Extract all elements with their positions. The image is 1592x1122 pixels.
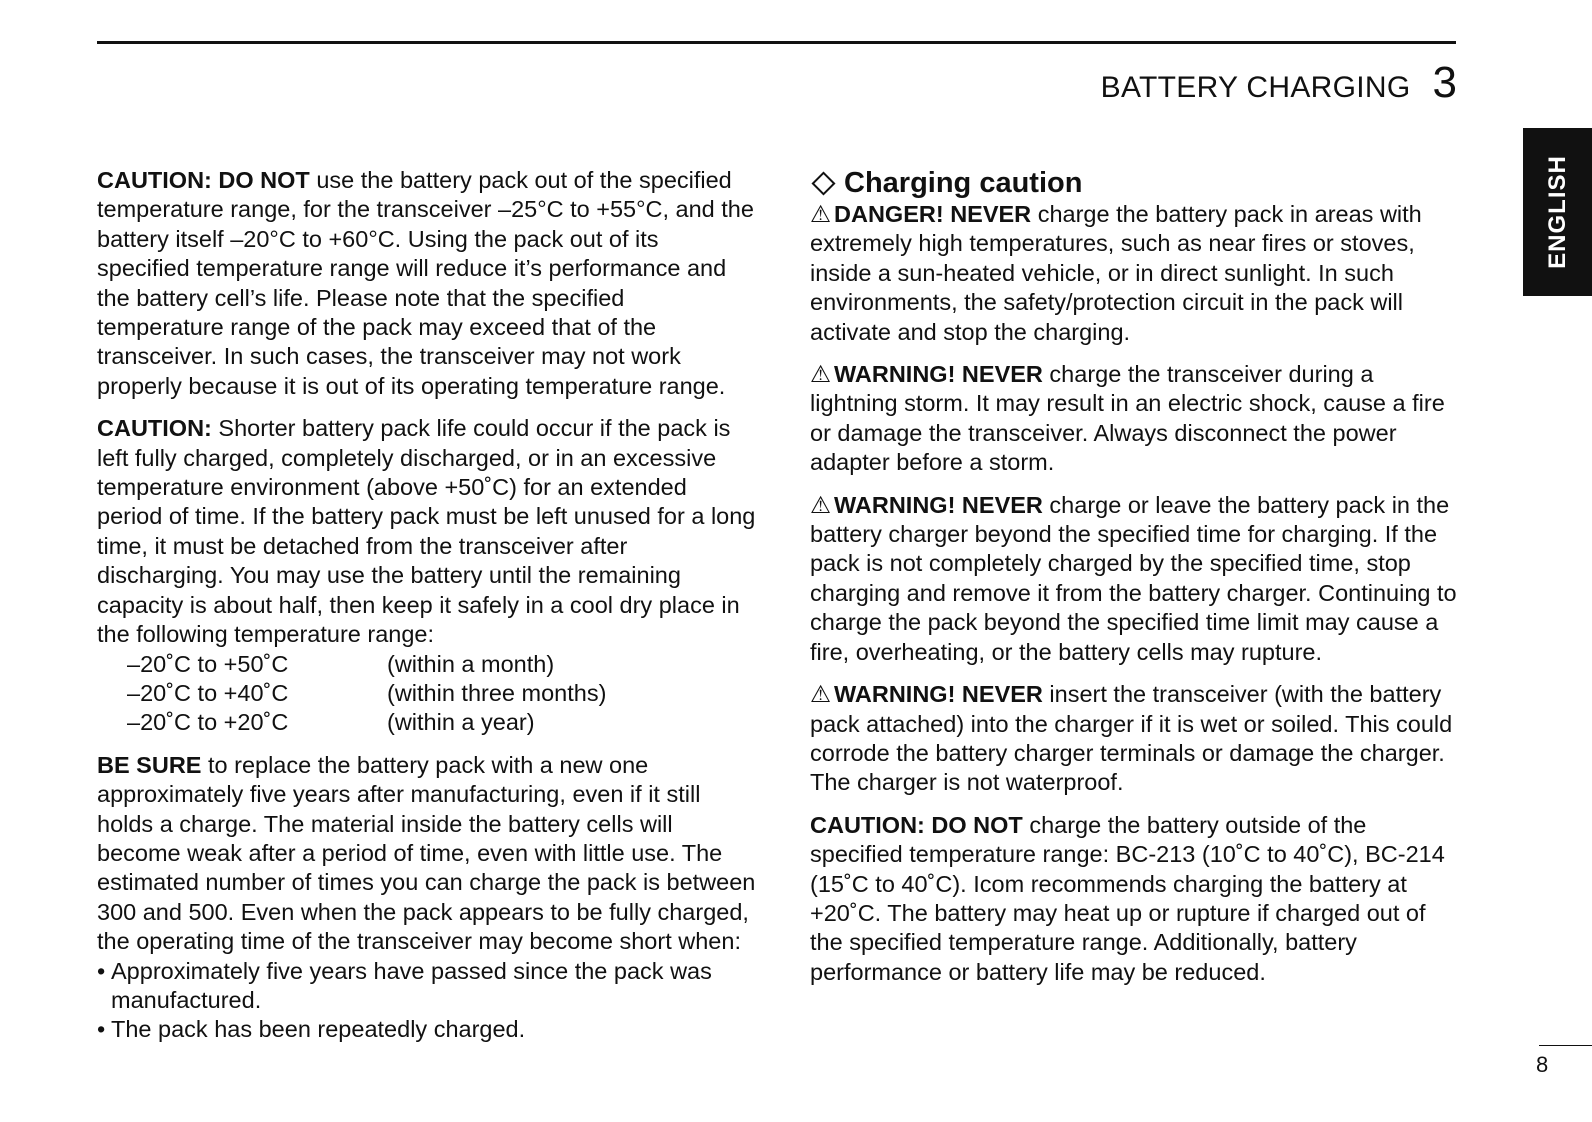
- warning-triangle-icon: ⚠: [810, 361, 832, 388]
- caution-lead: CAUTION: DO NOT: [810, 811, 1023, 838]
- be-sure-paragraph: [97, 751, 757, 957]
- temperature-row: [97, 679, 757, 708]
- right-column: [810, 166, 1460, 1000]
- top-rule: [97, 41, 1456, 44]
- heading-text: Charging caution: [844, 167, 1083, 199]
- warning-lead: WARNING! NEVER: [834, 361, 1043, 388]
- paragraph-text: use the battery pack out of the specified temperature range, for the transceiver –25°C to +55°C, and the battery itself –20°C to +60°C. Using the pack out of its specified temperature range will reduce it’s performance and the battery cell’s life. Please note that the specified temperature range of the pack may exceed that of the transceiver. In such cases, the transceiver may not work properly because it is out of its operating temperature range.: [97, 167, 754, 399]
- section-header-title: BATTERY CHARGING: [1100, 71, 1411, 104]
- danger-lead: DANGER! NEVER: [834, 201, 1032, 227]
- caution-battery-life-paragraph: [97, 414, 757, 649]
- paragraph-text: charge or leave the battery pack in the battery charger beyond the specified time for charging. If the pack is not completely charged by the specified time, stop charging and remove it from the battery charger. Continuing to charge the pack beyond the specified time limit may cause a fire, overheating, or the battery cells may rupture.: [810, 491, 1457, 665]
- temperature-row: [97, 708, 757, 737]
- be-sure-lead: BE SURE: [97, 751, 202, 778]
- paragraph-text: charge the battery outside of the specified temperature range: BC-213 (10˚C to 40˚C), BC-214 (15˚C to 40˚C). Icom recommends charging the battery at +20˚C. The battery may heat up or rupture if charged out of the specified temperature range. Additionally, battery performance or battery life may be reduced.: [810, 811, 1445, 985]
- warning-charging-time-paragraph: [810, 491, 1460, 667]
- warning-triangle-icon: ⚠: [810, 201, 832, 227]
- caution-temperature-paragraph: [97, 166, 757, 401]
- chapter-number: 3: [1432, 58, 1457, 107]
- paragraph-text: insert the transceiver (with the battery pack attached) into the charger if it is wet or soiled. This could corrode the battery charger terminals or damage the charger. The charger is not waterproof.: [810, 681, 1453, 796]
- storage-period: (within a month): [387, 650, 555, 677]
- storage-period: (within a year): [387, 709, 535, 736]
- battery-condition-list: [97, 957, 757, 1045]
- paragraph-text: charge the transceiver during a lightning storm. It may result in an electric shock, cause a fire or damage the transceiver. Always disconnect the power adapter before a storm.: [810, 361, 1445, 476]
- warning-lightning-paragraph: [810, 360, 1460, 478]
- page-number: 8: [1536, 1052, 1549, 1077]
- language-tab-label: ENGLISH: [1543, 155, 1571, 269]
- language-tab: [1523, 128, 1592, 296]
- page-number-rule: [1539, 1045, 1592, 1046]
- storage-period: (within three months): [387, 679, 607, 706]
- warning-triangle-icon: ⚠: [810, 681, 832, 708]
- warning-triangle-icon: ⚠: [810, 491, 832, 518]
- caution-lead: CAUTION:: [97, 415, 212, 442]
- charging-caution-heading: [810, 166, 1460, 200]
- danger-paragraph: [810, 200, 1460, 347]
- caution-charge-temperature-paragraph: [810, 811, 1460, 987]
- temperature-range: –20˚C to +50˚C: [127, 650, 289, 677]
- page-header: [1101, 58, 1457, 108]
- temperature-range: –20˚C to +20˚C: [127, 709, 289, 736]
- paragraph-text: Shorter battery pack life could occur if the pack is left fully charged, completely discharged, or in an excessive temperature environment (above +50˚C) for an extended period of time. If the battery pack must be left unused for a long time, it must be detached from the transceiver after discharging. You may use the battery until the remaining capacity is about half, then keep it safely in a cool dry place in the following temperature range:: [97, 415, 756, 648]
- caution-lead: CAUTION: DO NOT: [97, 167, 310, 193]
- storage-temperature-list: [97, 650, 757, 738]
- warning-lead: WARNING! NEVER: [834, 491, 1043, 518]
- warning-lead: WARNING! NEVER: [834, 681, 1043, 708]
- list-item: • Approximately five years have passed since the pack was manufactured.: [97, 957, 757, 1016]
- temperature-range: –20˚C to +40˚C: [127, 679, 289, 706]
- warning-wet-paragraph: [810, 680, 1460, 798]
- paragraph-text: to replace the battery pack with a new one approximately five years after manufacturing, even if it still holds a charge. The material inside the battery cells will become weak after a period of time, even with little use. The estimated number of times you can charge the pack is between 300 and 500. Even when the pack appears to be fully charged, the operating time of the transceiver may become short when:: [97, 751, 756, 955]
- paragraph-text: charge the battery pack in areas with extremely high temperatures, such as near fires or stoves, inside a sun-heated vehicle, or in direct sunlight. In such environments, the safety/protection circuit in the pack will activate and stop the charging.: [810, 201, 1422, 345]
- diamond-icon: [811, 171, 835, 195]
- left-column: [97, 166, 757, 1045]
- list-item: • The pack has been repeatedly charged.: [97, 1015, 757, 1044]
- temperature-row: [97, 650, 757, 679]
